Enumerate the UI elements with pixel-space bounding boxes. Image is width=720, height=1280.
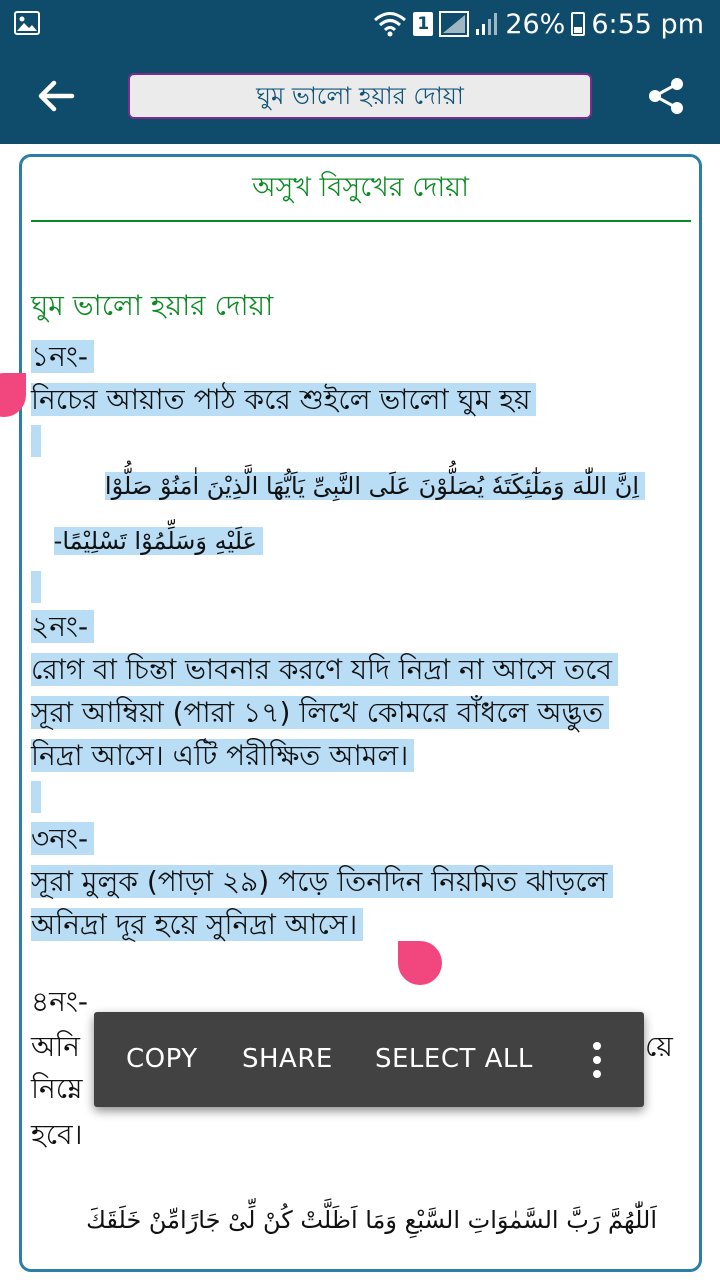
select-all-button[interactable]: SELECT ALL	[375, 1044, 533, 1074]
arabic-line[interactable]: اَللّٰهُمَّ رَبَّ السَّمٰوَاتِ السَّبْعِ وَمَا اَظَلَّتْ كُنْ لِّىْ جَارًامِّنْ خَلَقَكَ	[86, 1206, 657, 1234]
card-title: অসুখ বিসুখের দোয়া	[252, 172, 469, 203]
text-line[interactable]: হবে।	[31, 1118, 83, 1151]
text-line[interactable]: ৪নং-	[31, 985, 89, 1018]
battery-percent: 26%	[505, 8, 566, 40]
text-line[interactable]: য়ে	[645, 1030, 673, 1063]
text-line[interactable]: নিম্নে	[31, 1072, 83, 1105]
selection-blank	[31, 425, 41, 457]
wifi-icon	[373, 10, 407, 38]
share-icon[interactable]	[640, 70, 692, 122]
text-selection-menu	[94, 1012, 644, 1107]
back-arrow-icon[interactable]	[30, 70, 82, 122]
divider	[31, 220, 691, 222]
share-button[interactable]: SHARE	[242, 1044, 333, 1074]
app-bar	[0, 48, 720, 144]
sim-badge: 1	[413, 12, 433, 36]
text-line[interactable]: ২নং-	[31, 607, 94, 647]
arabic-line[interactable]: عَلَيْهِ وَسَلِّمُوْا تَسْلِيْمًا-	[31, 521, 263, 561]
text-line[interactable]: ১নং-	[31, 337, 94, 377]
selection-blank	[31, 571, 41, 603]
selection-handle-end[interactable]	[398, 941, 442, 985]
status-icons	[373, 6, 704, 42]
text-line[interactable]: রোগ বা চিন্তা ভাবনার করণে যদি নিদ্রা না আসে তবে	[31, 650, 618, 690]
page-title: ঘুম ভালো হয়ার দোয়া	[128, 73, 592, 119]
text-line[interactable]: অনি	[31, 1030, 80, 1063]
battery-icon	[571, 12, 585, 36]
clock: 6:55 pm	[591, 8, 704, 40]
copy-button[interactable]: COPY	[126, 1044, 198, 1074]
signal-icon	[439, 11, 469, 37]
selection-blank	[31, 781, 41, 813]
text-line[interactable]: নিচের আয়াত পাঠ করে শুইলে ভালো ঘুম হয়	[31, 380, 536, 420]
gallery-icon	[14, 11, 40, 35]
text-line[interactable]: ৩নং-	[31, 819, 94, 859]
text-line[interactable]: সূরা আম্বিয়া (পারা ১৭) লিখে কোমরে বাঁধলে অদ্ভুত	[31, 693, 609, 733]
arabic-line[interactable]: اِنَّ اللّٰهَ وَمَلٰٓئِكَتَهٗ يُصَلُّوْنَ عَلَى النَّبِىِّ يَاَيُّهَا الَّذِيْنَ اٰمَنُوْ صَلُّوْا	[31, 466, 645, 506]
text-line[interactable]: নিদ্রা আসে। এটি পরীক্ষিত আমল।	[31, 736, 414, 776]
status-bar	[0, 0, 720, 48]
text-line[interactable]: অনিদ্রা দূর হয়ে সুনিদ্রা আসে।	[31, 905, 363, 945]
text-line[interactable]: সূরা মুলুক (পাড়া ২৯) পড়ে তিনদিন নিয়মিত ঝাড়লে	[31, 862, 613, 902]
section-title: ঘুম ভালো হয়ার দোয়া	[31, 289, 274, 322]
more-options-icon[interactable]	[582, 1040, 612, 1080]
signal-icon-2	[475, 11, 499, 37]
